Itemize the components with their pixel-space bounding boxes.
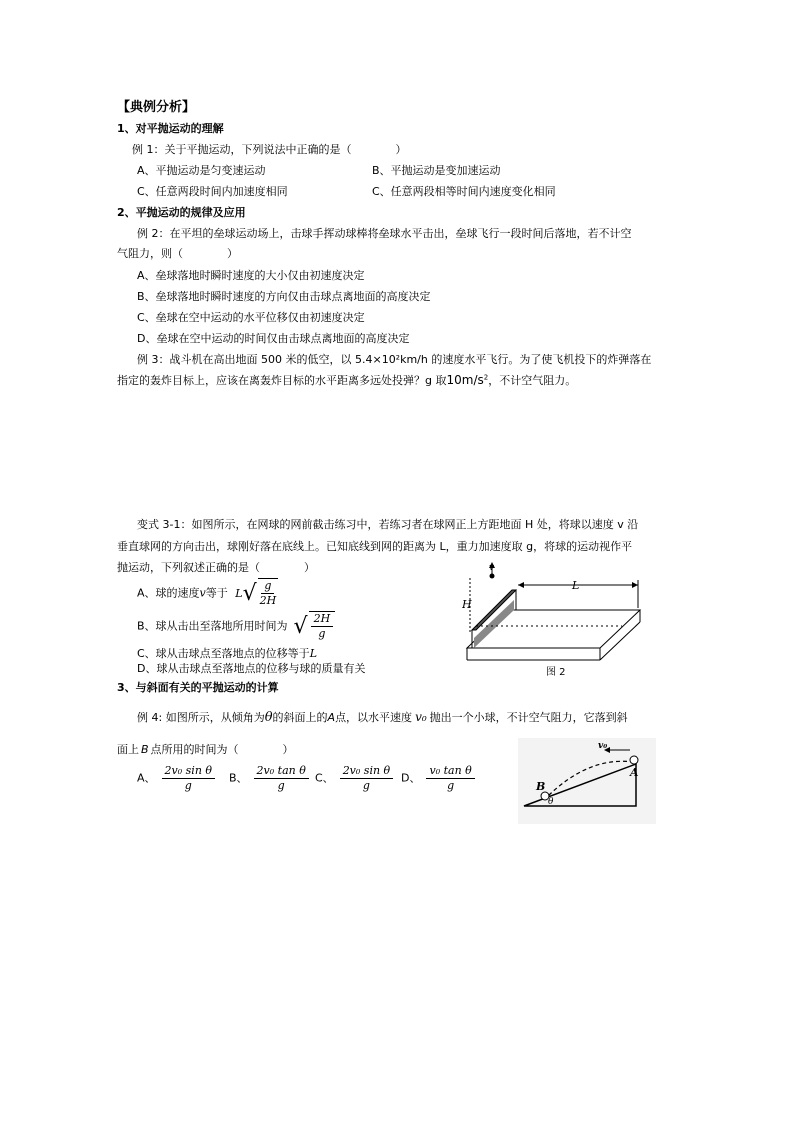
variant-option-d: D、球从击球点至落地点的位移与球的质量有关 <box>137 662 366 675</box>
question-2-line-2: 气阻力，则（ ） <box>117 247 238 260</box>
incline-theta-label: θ <box>548 797 554 807</box>
q2-option-a: A、垒球落地时瞬时速度的大小仅由初速度决定 <box>137 269 365 282</box>
section-1-title: 1、对平抛运动的理解 <box>117 122 224 135</box>
q1-option-a: A、平抛运动是匀变速运动 <box>137 164 266 177</box>
question-4-line-1: 例 4: 如图所示，从倾角为θ的斜面上的A点，以水平速度 v₀ 抛出一个小球，不计空气阻力，它落到斜 <box>137 710 628 725</box>
q4-option-a: A、 $\frac{\text{2v₀ sin θ}}{g}$ <box>137 764 215 793</box>
incline-a-label: A <box>630 766 639 779</box>
fig2-caption: 图 2 <box>546 667 566 678</box>
question-3-line-2: 指定的轰炸目标上，应该在离轰炸目标的水平距离多远处投弹？g 取$10m/s^2$，不计空气阻力。 <box>117 373 577 387</box>
q1-option-c: C、任意两段时间内加速度相同 <box>137 185 288 198</box>
q2-option-c: C、垒球在空中运动的水平位移仅由初速度决定 <box>137 311 365 324</box>
q4-option-c: C、 $\frac{\text{2v₀ sin θ}}{g}$ <box>315 764 393 793</box>
variant-line-3: 抛运动，下列叙述正确的是（ ） <box>117 561 315 574</box>
fig2-v-label: v <box>489 563 495 573</box>
section-heading: 【典例分析】 <box>117 100 196 115</box>
variant-line-1: 变式 3-1：如图所示，在网球的网前截击练习中，若练习者在球网正上方距地面 H 处，将球以速度 v 沿 <box>137 518 639 531</box>
variant-line-2: 垂直球网的方向击出，球刚好落在底线上。已知底线到网的距离为 L，重力加速度取 g，将球的运动视作平 <box>117 540 633 553</box>
fig2-l-label: L <box>572 579 580 592</box>
tennis-court-figure <box>462 560 644 680</box>
q1-option-d: C、任意两段相等时间内速度变化相同 <box>372 185 556 198</box>
question-1: 例 1：关于平抛运动，下列说法中正确的是（ ） <box>132 143 407 156</box>
variant-option-a: A、球的速度v等于 L√ $\frac{g}{2H}$ <box>137 579 277 607</box>
incline-b-label: B <box>536 780 546 793</box>
section-2-title: 2、平抛运动的规律及应用 <box>117 206 246 219</box>
q1-option-b: B、平抛运动是变加速运动 <box>372 164 501 177</box>
q4-option-d: D、 $\frac{\text{v₀ tan θ}}{g}$ <box>401 764 475 793</box>
fig2-h-label: H <box>462 598 472 611</box>
section-3-title: 3、与斜面有关的平抛运动的计算 <box>117 681 279 694</box>
incline-figure <box>518 738 656 824</box>
q2-option-d: D、垒球在空中运动的时间仅由击球点离地面的高度决定 <box>137 332 410 345</box>
question-4-line-2: 面上 B 点所用的时间为（ ） <box>117 743 294 756</box>
variant-option-b: B、球从击出至落地所用时间为 √ $\frac{2H}{g}$ <box>137 611 335 641</box>
q4-option-b: B、 $\frac{\text{2v₀ tan θ}}{g}$ <box>229 764 309 793</box>
question-2-line-1: 例 2：在平坦的垒球运动场上，击球手挥动球棒将垒球水平击出，垒球飞行一段时间后落地，若不计空 <box>137 227 632 240</box>
question-3-line-1: 例 3：战斗机在高出地面 500 米的低空，以 5.4×10²km/h 的速度水平飞行。为了使飞机投下的炸弹落在 <box>137 353 652 366</box>
variant-option-c: C、球从击球点至落地点的位移等于L <box>137 647 317 660</box>
incline-v0-label: v₀ <box>598 741 608 751</box>
q2-option-b: B、垒球落地时瞬时速度的方向仅由击球点离地面的高度决定 <box>137 290 431 303</box>
